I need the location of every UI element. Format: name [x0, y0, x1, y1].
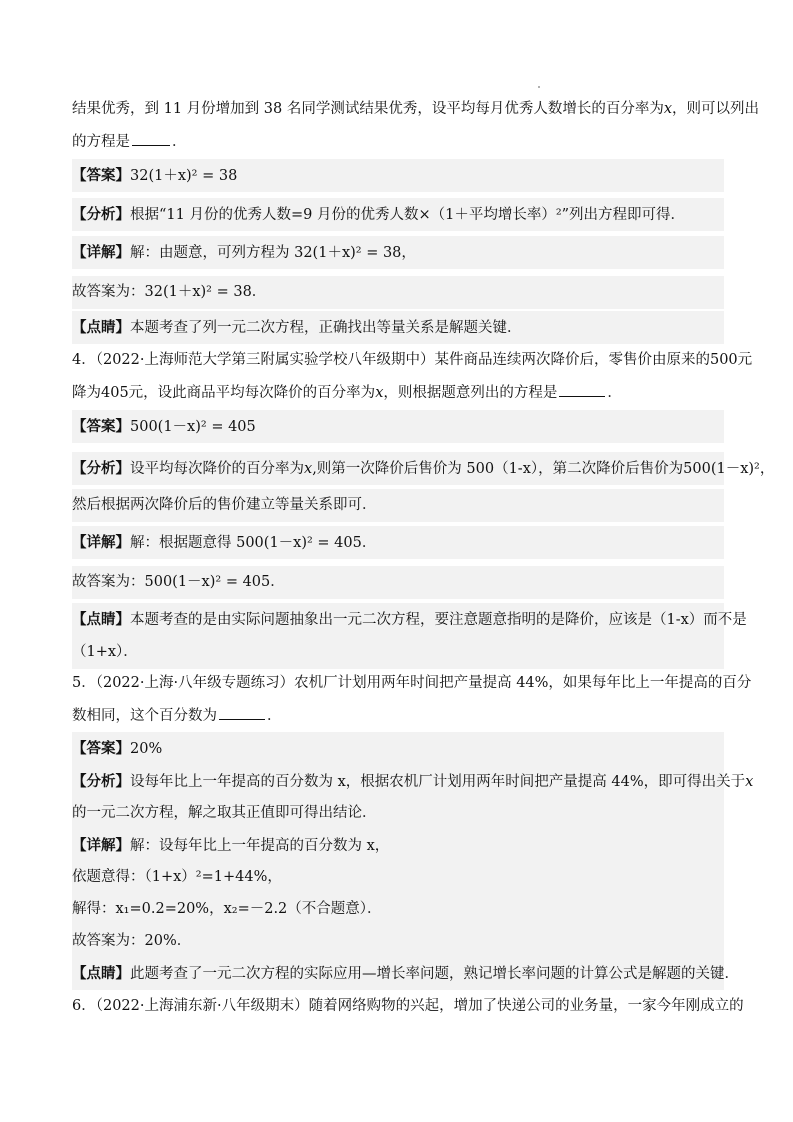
- q3-answer: 【答案】32(1＋x)² = 38: [72, 159, 724, 192]
- q5-stem-line1: 5．（2022·上海·八年级专题练习）农机厂计划用两年时间把产量提高 44%，如果每年比上一年提高的百分: [72, 675, 752, 691]
- q5-answer: 【答案】20%: [72, 732, 724, 765]
- q3-stem-line2: 的方程是 ．: [72, 126, 724, 159]
- q5-step1: 依题意得：（1+x）²=1+44%，: [72, 861, 724, 894]
- answer-blank[interactable]: [132, 131, 170, 147]
- q5-conclusion: 故答案为：20%．: [72, 925, 724, 958]
- q6-stem-line1: 6．（2022·上海浦东新·八年级期末）随着网络购物的兴起，增加了快递公司的业务量，一家今年刚成立的: [72, 998, 744, 1014]
- page-dot: [538, 86, 540, 88]
- q4-answer: 【答案】500(1－x)² = 405: [72, 410, 724, 443]
- q4-stem-line1: 4．（2022·上海师范大学第三附属实验学校八年级期中）某件商品连续两次降价后，零售价由原来的500元: [72, 352, 753, 368]
- q5-stem-line2: 数相同，这个百分数为 ．: [72, 700, 724, 733]
- q3-detail: 【详解】解：由题意，可列方程为 32(1＋x)² = 38，: [72, 236, 724, 269]
- q4-comment-line2: （1+x）．: [72, 636, 724, 669]
- q3-stem-line1: 结果优秀，到 11 月份增加到 38 名同学测试结果优秀，设平均每月优秀人数增长的百分率为x，则可以列出: [72, 101, 760, 117]
- q4-stem-line2: 降为405元，设此商品平均每次降价的百分率为x，则根据题意列出的方程是 ．: [72, 377, 724, 410]
- q3-analysis: 【分析】根据“11 月份的优秀人数=9 月份的优秀人数×（1＋平均增长率）²”列出方程即可得．: [72, 198, 724, 231]
- q4-analysis-line1: 【分析】设平均每次降价的百分率为x,则第一次降价后售价为 500（1-x），第二次降价后售价为500(1－x)²，: [72, 452, 724, 485]
- q4-conclusion: 故答案为：500(1－x)² = 405．: [72, 566, 724, 599]
- q5-comment: 【点睛】此题考查了一元二次方程的实际应用—增长率问题，熟记增长率问题的计算公式是解题的关键．: [72, 957, 724, 990]
- q4-comment-line1: 【点睛】本题考查的是由实际问题抽象出一元二次方程，要注意题意指明的是降价，应该是（1-x）而不是: [72, 603, 724, 636]
- q5-analysis-line1: 【分析】设每年比上一年提高的百分数为 x，根据农机厂计划用两年时间把产量提高 44%，即可得出关于x: [72, 765, 724, 798]
- q3-conclusion: 故答案为：32(1＋x)² = 38．: [72, 276, 724, 309]
- answer-blank[interactable]: [559, 382, 605, 398]
- q3-comment: 【点睛】本题考查了列一元二次方程，正确找出等量关系是解题关键．: [72, 311, 724, 344]
- q5-detail: 【详解】解：设每年比上一年提高的百分数为 x，: [72, 829, 724, 862]
- q5-step2: 解得：x₁=0.2=20%，x₂=－2.2（不合题意）．: [72, 893, 724, 926]
- answer-blank[interactable]: [219, 705, 265, 721]
- q4-analysis-line2: 然后根据两次降价后的售价建立等量关系即可．: [72, 489, 724, 522]
- q5-analysis-line2: 的一元二次方程，解之取其正值即可得出结论．: [72, 797, 724, 830]
- q4-detail: 【详解】解：根据题意得 500(1－x)² = 405．: [72, 526, 724, 559]
